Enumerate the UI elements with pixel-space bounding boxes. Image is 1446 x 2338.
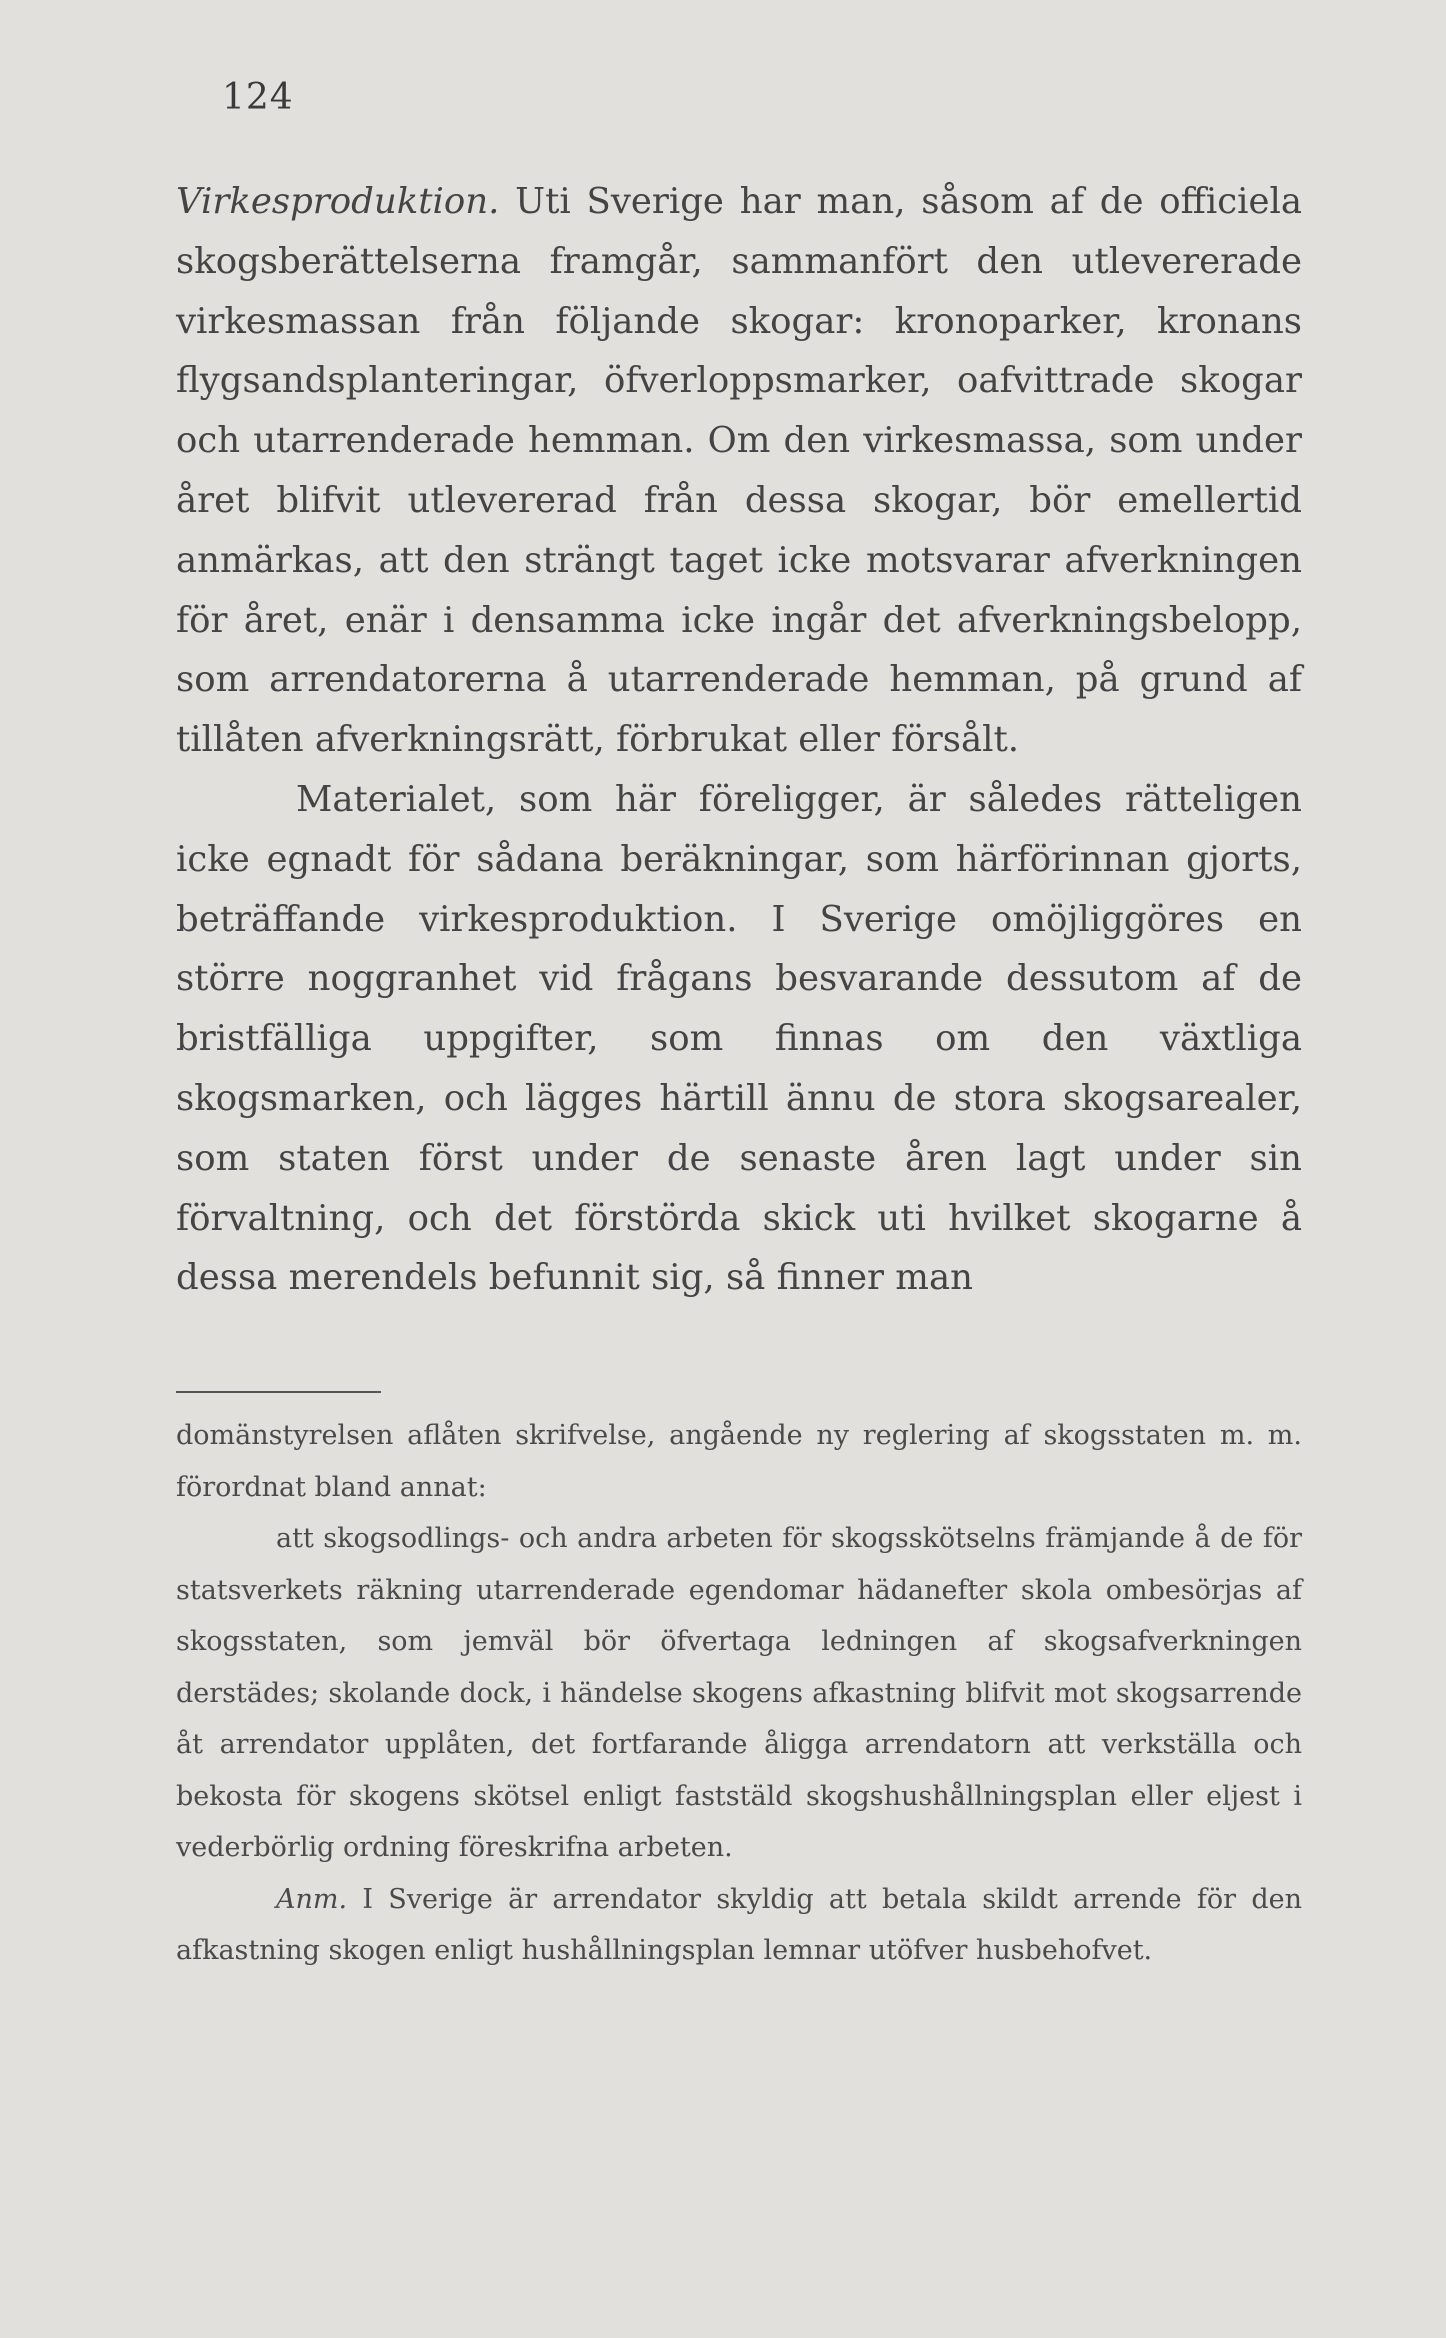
footnotes <box>176 1410 1302 1977</box>
section-heading-italic: Virkesproduktion. <box>176 181 500 222</box>
note-text: I Sverige är arrendator skyldig att betala skildt arrende för den afkastning skogen enligt hushållningsplan lemnar utöfver husbehofvet. <box>176 1883 1302 1966</box>
note-label: Anm. <box>276 1883 348 1915</box>
paragraph-virkesproduktion <box>176 172 1302 770</box>
paragraph-text: Uti Sverige har man, såsom af de officiela skogsberättelserna framgår, sammanfört den utlevererade virkesmassan från följande skogar: kronoparker, kronans flygsandsplanteringar, öfverloppsmarker, oafvittrade skogar och utarrenderade hemman. Om den virkesmassa, som under året blifvit utlevererad från dessa skogar, bör emellertid anmärkas, att den strängt taget icke motsvarar afverkningen för året, enär i densamma icke ingår det afverkningsbelopp, som arrendatorerna å utarrenderade hemman, på grund af tillåten afverkningsrätt, förbrukat eller försålt. <box>176 181 1302 761</box>
page-number: 124 <box>222 77 294 118</box>
main-text <box>176 172 1302 1308</box>
paragraph-materialet: Materialet, som här föreligger, är således rätteligen icke egnadt för sådana beräkningar, som härförinnan gjorts, beträffande virkesproduktion. I Sverige omöjliggöres en större noggranhet vid frågans besvarande dessutom af de bristfälliga uppgifter, som finnas om den växtliga skogsmarken, och lägges härtill ännu de stora skogsarealer, som staten först under de senaste åren lagt under sin förvaltning, och det förstörda skick uti hvilket skogarne å dessa merendels befunnit sig, så finner man <box>176 778 1302 1299</box>
footnote-divider <box>176 1391 381 1393</box>
footnote-quote: att skogsodlings- och andra arbeten för skogsskötselns främjande å de för statsverkets räkning utarrenderade egendomar hädanefter skola ombesörjas af skogsstaten, som jemväl bör öfvertaga ledningen af skogsafverkningen derstädes; skolande dock, i händelse skogens afkastning blifvit mot skogsarrende åt arrendator upplåten, det fortfarande åligga arrendatorn att verkställa och bekosta för skogens skötsel enligt faststäld skogshushållningsplan eller eljest i vederbörlig ordning föreskrifna arbeten. <box>176 1523 1302 1863</box>
footnote-note <box>176 1874 1302 1977</box>
footnote-continuation: domänstyrelsen aflåten skrifvelse, angående ny reglering af skogsstaten m. m. förordnat bland annat: <box>176 1420 1302 1503</box>
